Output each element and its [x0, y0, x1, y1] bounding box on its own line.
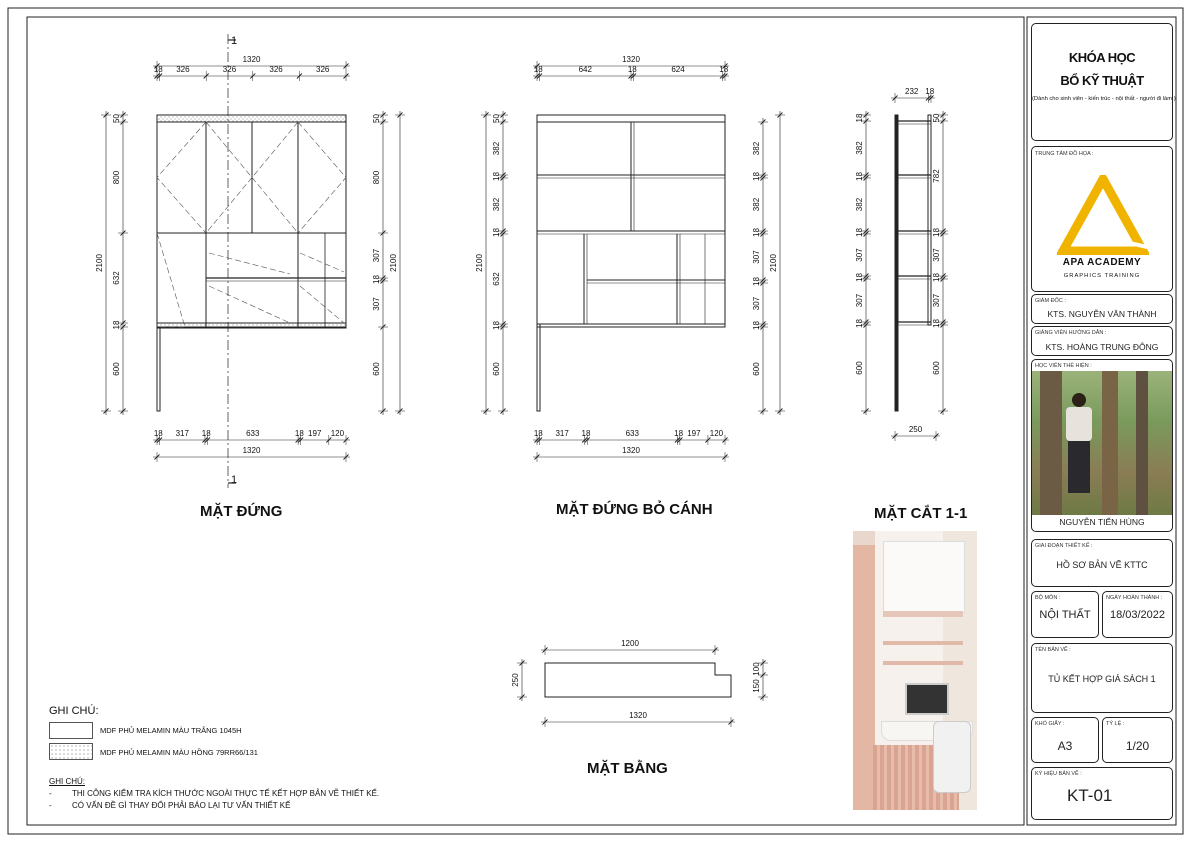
drawing-code-label: KÝ HIỆU BẢN VẼ : [1035, 771, 1082, 777]
nodoor-top-dim-label: 18 [719, 65, 729, 75]
back-panel [895, 115, 898, 411]
elev-left-dim-label: 632 [112, 271, 122, 285]
section-left-dim-label: 600 [855, 361, 865, 375]
door-swing-line [300, 253, 344, 272]
apa-logo-icon [1057, 175, 1149, 255]
elev-bottom-dim-label: 317 [175, 429, 189, 439]
nodoor-bottom-dim-label: 317 [555, 429, 569, 439]
student-photo [1032, 371, 1172, 515]
instructor-value: KTS. HOÀNG TRUNG ĐÔNG [1045, 342, 1159, 352]
nodoor-bottom-dim-label: 18 [533, 429, 543, 439]
nodoor-left-dim-label: 382 [492, 141, 502, 156]
paper-size-box [1031, 717, 1099, 763]
section-depth-dim-label: 250 [908, 425, 923, 435]
nodoor-left-dim-label: 632 [492, 272, 502, 286]
interior-render-photo [853, 531, 977, 810]
logo-name: APA ACADEMY [1062, 257, 1142, 268]
view-title-section: MẶT CẮT 1-1 [874, 505, 968, 522]
elev-bottom-dim-label: 18 [201, 429, 211, 439]
view-title-plan: MẶT BẰNG [587, 760, 668, 777]
completion-date-box [1102, 591, 1173, 638]
plan-bottom-dim-label: 1320 [629, 711, 647, 721]
section-top-dim-label: 232 [905, 87, 919, 97]
plan-right-dim-label: 150 [752, 679, 762, 693]
elev-top-dim-label: 326 [176, 65, 190, 75]
plan-top-dim-label: 1200 [621, 639, 639, 649]
nodoor-right-total-dim-label: 2100 [769, 254, 779, 272]
section-left-dim-label: 18 [855, 113, 865, 123]
nodoor-right-dim-label: 18 [752, 228, 762, 237]
department-box [1031, 591, 1099, 638]
section-mark-top: 1 [231, 35, 238, 47]
door-swing-line [209, 253, 290, 274]
section-right-dim-label: 600 [932, 361, 942, 375]
scale-label: TỶ LỆ : [1106, 721, 1125, 727]
nodoor-right-dim-label: 18 [752, 321, 762, 330]
nodoor-left-dim-label: 18 [492, 321, 502, 330]
elev-right-dim-label: 800 [372, 170, 382, 185]
drawing-name-value: TỦ KẾT HỢP GIÁ SÁCH 1 [1048, 674, 1156, 684]
nodoor-right-dim-label: 307 [752, 250, 762, 264]
elev-left-dim-label: 800 [112, 170, 122, 185]
nodoor-left-dim-label: 18 [492, 172, 502, 181]
notes-title: GHI CHÚ: [49, 777, 85, 786]
elev-left-dim-label: 18 [112, 320, 122, 330]
nodoor-bottom-dim-label: 197 [687, 429, 701, 439]
section-left-dim-label: 18 [855, 228, 865, 237]
plan-drawing [511, 639, 768, 727]
elev-top-dim-label: 326 [316, 65, 330, 75]
drawing-code-value: KT-01 [1067, 786, 1113, 805]
outer-frame [8, 8, 1183, 834]
section-right-dim-label: 18 [932, 228, 942, 237]
nodoor-right-dim-label: 382 [752, 141, 762, 156]
door-swing-line [252, 122, 298, 233]
director-value: KTS. NGUYỄN VĂN THÀNH [1047, 309, 1157, 319]
nodoor-top-dim-label: 18 [627, 65, 637, 75]
course-title-line2: BỔ KỸ THUẬT [1060, 73, 1144, 88]
logo-tagline: GRAPHICS TRAINING [1063, 273, 1141, 279]
legend-white-label: MDF PHỦ MELAMIN MÀU TRẮNG 1045H [100, 726, 242, 735]
drawing-name-box [1031, 643, 1173, 713]
nodoor-top-dim-label: 642 [578, 65, 592, 75]
section-left-dim-label: 18 [855, 273, 865, 282]
section-right-dim-label: 18 [932, 319, 942, 328]
elev-top-dim-label: 326 [222, 65, 237, 75]
nodoor-width-dim-label: 1320 [622, 55, 640, 65]
section-mark-bottom: 1 [231, 474, 238, 486]
notes-line-2: CÓ VẤN ĐỀ GÌ THAY ĐỔI PHẢI BÁO LẠI TƯ VẤN THIẾT KẾ [72, 801, 291, 810]
scale-value: 1/20 [1125, 739, 1150, 753]
paper-size-label: KHỔ GIẤY : [1035, 721, 1065, 727]
front-panel [928, 115, 931, 325]
top-trim-panel [157, 115, 346, 122]
design-phase-box [1031, 539, 1173, 587]
elevation-drawing [95, 34, 405, 488]
elev-right-dim-label: 18 [372, 275, 382, 284]
legend-title: GHI CHÚ: [49, 705, 99, 717]
design-phase-value: HỒ SƠ BẢN VẼ KTTC [1056, 560, 1148, 570]
elevation-no-doors-drawing [475, 55, 785, 462]
elev-bottom-dim-label: 18 [153, 429, 163, 439]
elev-right-dim-label: 307 [372, 297, 382, 311]
student-value: NGUYỄN TIẾN HÙNG [1059, 517, 1145, 527]
section-left-dim-label: 18 [855, 172, 865, 181]
elev-width-dim-bottom-label: 1320 [242, 446, 261, 456]
notes-bullet-2: - [49, 801, 52, 810]
section-right-dim-label: 307 [932, 293, 942, 308]
drawing-name-label: TÊN BẢN VẼ : [1035, 647, 1071, 653]
nodoor-top-dim-label: 18 [533, 65, 543, 75]
director-label: GIÁM ĐỐC : [1035, 298, 1066, 304]
center-label: TRUNG TÂM ĐỒ HỌA : [1035, 151, 1094, 157]
nodoor-bottom-dim-label: 633 [625, 429, 639, 439]
nodoor-bottom-dim-label: 18 [581, 429, 591, 439]
section-left-dim-label: 382 [855, 141, 865, 155]
nodoor-right-dim-label: 18 [752, 277, 762, 286]
section-right-dim-label: 307 [932, 248, 942, 262]
section-left-dim-label: 307 [855, 248, 865, 262]
side-leg-panel [537, 324, 540, 411]
design-phase-label: GIAI ĐOẠN THIẾT KẾ : [1035, 543, 1093, 549]
nodoor-right-dim-label: 307 [752, 296, 762, 311]
nodoor-top-dim-label: 624 [671, 65, 685, 75]
view-title-elevation-no-doors: MẶT ĐỨNG BỎ CÁNH [556, 501, 713, 518]
legend-swatch-white [49, 722, 93, 739]
drawing-code-box [1031, 767, 1173, 820]
legend-swatch-pink [49, 743, 93, 760]
nodoor-left-dim-label: 600 [492, 362, 502, 376]
door-swing-line [298, 122, 346, 233]
department-value: NỘI THẤT [1039, 609, 1091, 621]
notes-bullet-1: - [49, 789, 52, 798]
completion-date-value: 18/03/2022 [1109, 609, 1166, 621]
elev-bottom-dim-label: 120 [330, 429, 345, 439]
section-left-dim-label: 382 [855, 197, 865, 212]
instructor-box [1031, 326, 1173, 356]
completion-date-label: NGÀY HOÀN THÀNH : [1106, 595, 1163, 601]
legend-pink-label: MDF PHỦ MELAMIN MÀU HỒNG 79RR66/131 [100, 748, 258, 757]
elev-bottom-dim-label: 633 [246, 429, 260, 439]
elev-right-dim-label: 307 [372, 248, 382, 263]
scale-box [1102, 717, 1173, 763]
elev-right-dim-label: 50 [372, 114, 382, 123]
section-drawing [855, 87, 948, 441]
section-right-dim-label: 50 [932, 113, 942, 123]
nodoor-left-dim-label: 50 [492, 114, 502, 123]
section-right-dim-label: 782 [932, 169, 942, 183]
nodoor-bottom-dim-label: 18 [674, 429, 684, 439]
nodoor-width-dim-bottom-label: 1320 [622, 446, 640, 456]
nodoor-right-dim-label: 382 [752, 197, 762, 212]
door-swing-line [157, 233, 185, 327]
nodoor-right-dim-label: 18 [752, 172, 762, 181]
director-box [1031, 294, 1173, 324]
section-right-dim-label: 18 [932, 273, 942, 282]
door-swing-line [209, 286, 290, 323]
lower-block [157, 233, 346, 327]
nodoor-left-dim-label: 18 [492, 228, 502, 237]
elev-width-dim-label: 1320 [242, 55, 261, 65]
elev-left-dim-label: 600 [112, 362, 122, 376]
nodoor-bottom-dim-label: 120 [709, 429, 724, 439]
instructor-label: GIẢNG VIÊN HƯỚNG DẪN : [1035, 330, 1107, 336]
nodoor-height-dim-label: 2100 [475, 254, 485, 272]
elev-top-dim-label: 18 [153, 65, 163, 75]
elev-top-dim-label: 326 [269, 65, 283, 75]
plan-left-dim-label: 250 [511, 673, 521, 687]
department-label: BỘ MÔN : [1035, 595, 1061, 601]
center-box [1031, 146, 1173, 292]
section-left-dim-label: 18 [855, 319, 865, 328]
notes-line-1: THI CÔNG KIỂM TRA KÍCH THƯỚC NGOÀI THỰC TẾ KẾT HỢP BẢN VẼ THIẾT KẾ. [72, 789, 380, 798]
course-title-line1: KHÓA HỌC [1068, 50, 1136, 65]
student-label: HỌC VIÊN THỂ HIỆN : [1035, 363, 1092, 369]
view-title-elevation: MẶT ĐỨNG [200, 503, 283, 520]
door-swing-line [157, 122, 206, 233]
elev-right-dim-label: 600 [372, 362, 382, 376]
elev-right-total-dim-label: 2100 [389, 254, 399, 272]
elev-left-dim-label: 50 [112, 114, 122, 123]
course-box [1031, 23, 1176, 141]
side-leg-panel [157, 327, 160, 411]
section-top-dim-label: 18 [925, 87, 935, 97]
elev-bottom-dim-label: 197 [308, 429, 322, 439]
course-subtitle: (Dành cho sinh viên - kiến trúc - nội thất - người đi làm ) [1032, 96, 1176, 102]
nodoor-left-dim-label: 382 [492, 197, 502, 212]
plan-outline [545, 663, 731, 697]
student-box [1031, 359, 1173, 532]
door-swing-line [206, 122, 252, 233]
door-swing-line [300, 286, 344, 323]
nodoor-right-dim-label: 600 [752, 362, 762, 376]
plan-right-dim-label: 100 [752, 662, 762, 676]
elev-height-dim-label: 2100 [95, 254, 105, 272]
paper-size-value: A3 [1057, 739, 1073, 753]
section-left-dim-label: 307 [855, 293, 865, 308]
elev-bottom-dim-label: 18 [294, 429, 304, 439]
